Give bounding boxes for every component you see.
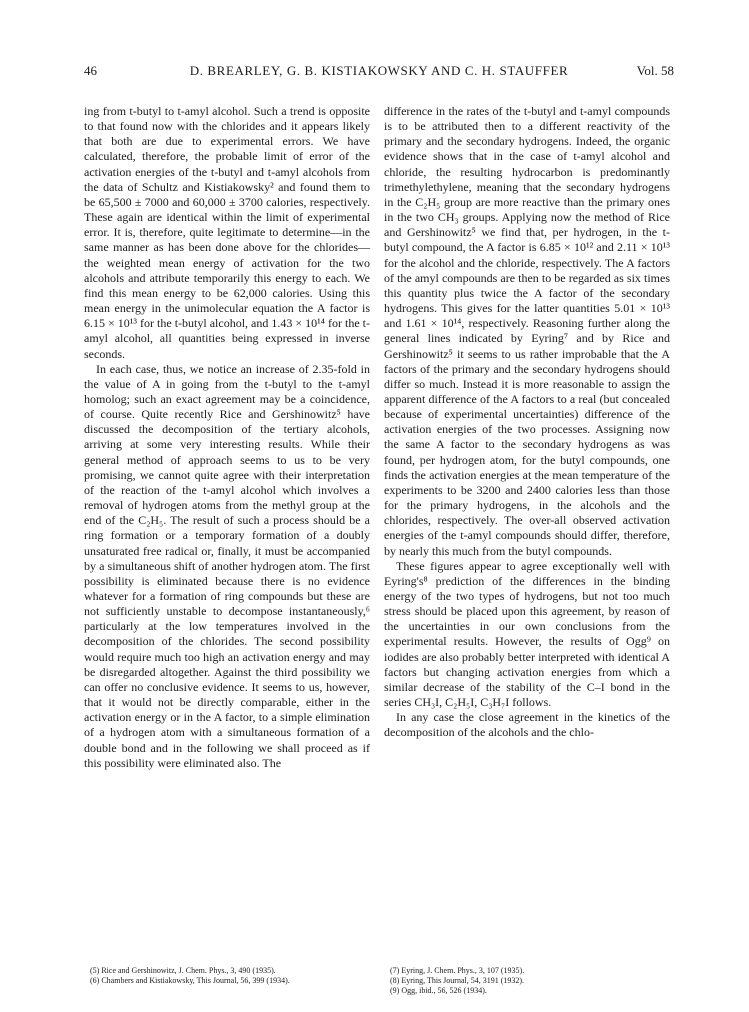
running-header <box>84 63 674 83</box>
footnotes-left <box>90 966 380 986</box>
page-number: 46 <box>84 63 97 78</box>
footnotes-right <box>390 966 680 996</box>
volume-label: Vol. 58 <box>636 63 674 78</box>
footnote: (8) Eyring, This Journal, 54, 3191 (1932). <box>390 976 525 985</box>
footnote: (7) Eyring, J. Chem. Phys., 3, 107 (1935). <box>390 966 525 975</box>
footnote: (9) Ogg, ibid., 56, 526 (1934). <box>390 986 487 995</box>
paragraph: In any case the close agreement in the kinetics of the decomposition of the alcohols and the chlo- <box>384 710 670 740</box>
paragraph: ing from t-butyl to t-amyl alcohol. Such a trend is opposite to that found now with the chlorides and it appears likely that both are due to experimental errors. We have calculated, therefore, the probable limit of error of the activation energies of the t-butyl and t-amyl alcohols from the data of Schultz and Kistiakowsky² and found them to be 65,500 ± 7000 and 60,000 ± 3700 calories, respectively. These again are identical within the limit of experimental error. It is, therefore, quite legitimate to determine—in the same manner as has been done above for the chlorides—the weighted mean energy of activation for the two alcohols and attribute temporarily this energy to each. We find this mean energy to be 62,000 calories. Using this mean energy in the unimolecular equation the A factor is 6.15 × 10¹³ for the t-butyl alcohol, and 1.43 × 10¹⁴ for the t-amyl alcohol, all quantities being expressed in inverse seconds. <box>84 104 370 361</box>
right-column <box>384 104 670 741</box>
left-column <box>84 104 370 771</box>
paragraph: difference in the rates of the t-butyl and t-amyl compounds is to be attributed then to a different reactivity of the primary and the secondary hydrogens. Indeed, the organic evidence shows that in the case of t-amyl alcohol and chloride, the resulting hydrocarbon is predominantly trimethylethylene, meaning that the secondary hydrogens in the C₂H₅ group are more reactive than the primary ones in the two CH₃ groups. Applying now the method of Rice and Gershinowitz⁵ we find that, per hydrogen, in the t-butyl compound, the A factor is 6.85 × 10¹² and 2.11 × 10¹³ for the alcohol and the chloride, respectively. The A factors of the amyl compounds are then to be regarded as six times this quantity plus twice the A factor of the secondary hydrogens. This gives for the latter quantities 5.01 × 10¹³ and 1.61 × 10¹⁴, respectively. Reasoning further along the general lines indicated by Eyring⁷ and by Rice and Gershinowitz⁵ it seems to us rather improbable that the A factors of the primary and the secondary hydrogens should differ so much. Instead it is more reasonable to assign the apparent difference of the A factors to a real (but concealed because of experimental uncertainties) difference of the activation energies of the two processes. Assigning now the same A factor to the secondary hydrogens as was found, per hydrogen atom, for the butyl compounds, one finds the activation energies at the mean temperature of the experiments to be 3200 and 2400 calories less than those for the primary hydrogens, in the alcohols and the chlorides, respectively. The over-all observed activation energies of the t-amyl compounds should differ, therefore, by nearly this much from the butyl compounds. <box>384 104 670 558</box>
paragraph: These figures appear to agree exceptionally well with Eyring's⁸ prediction of the differences in the binding energy of the two types of hydrogens, but not too much stress should be placed upon this agreement, by reason of the uncertainties in our own conclusions from the experimental results. However, the results of Ogg⁹ on iodides are also probably better interpreted with identical A factors but changing activation energies from which a similar decrease of the stability of the C–I bond in the series CH₃I, C₂H₅I, C₃H₇I follows. <box>384 558 670 710</box>
paragraph: In each case, thus, we notice an increase of 2.35-fold in the value of A in going from the t-butyl to the t-amyl homolog; such an exact agreement may be a coincidence, of course. Quite recently Rice and Gershinowitz⁵ have discussed the decomposition of the tertiary alcohols, arriving at some very interesting results. While their general method of approach seems to us to be very promising, we cannot quite agree with their interpretation of the reaction of the t-amyl alcohol which involves a removal of hydrogen atoms from the methyl group at the end of the C₂H₅. The result of such a process should be a ring formation or a temporary formation of a doubly unsaturated free radical or, finally, it must be accompanied by a simultaneous shift of another hydrogen atom. The first possibility is eliminated because there is no evidence whatever for a formation of ring compounds but these are not sufficiently unstable to decompose instantaneously,⁶ particularly at the low temperatures involved in the decomposition of the chlorides. The second possibility would require much too high an activation energy and may be disregarded altogether. Against the third possibility we can offer no conclusive evidence. It seems to us, however, that it would not be directly comparable, either in the activation energy or in the A factor, to a simple elimination of a hydrogen atom with a simultaneous formation of a double bond and in the following we shall proceed as if this possibility were eliminated also. The <box>84 361 370 770</box>
running-title-authors: D. BREARLEY, G. B. KISTIAKOWSKY AND C. H. STAUFFER <box>189 63 569 78</box>
footnote: (6) Chambers and Kistiakowsky, This Journal, 56, 399 (1934). <box>90 976 290 985</box>
footnote: (5) Rice and Gershinowitz, J. Chem. Phys., 3, 490 (1935). <box>90 966 276 975</box>
